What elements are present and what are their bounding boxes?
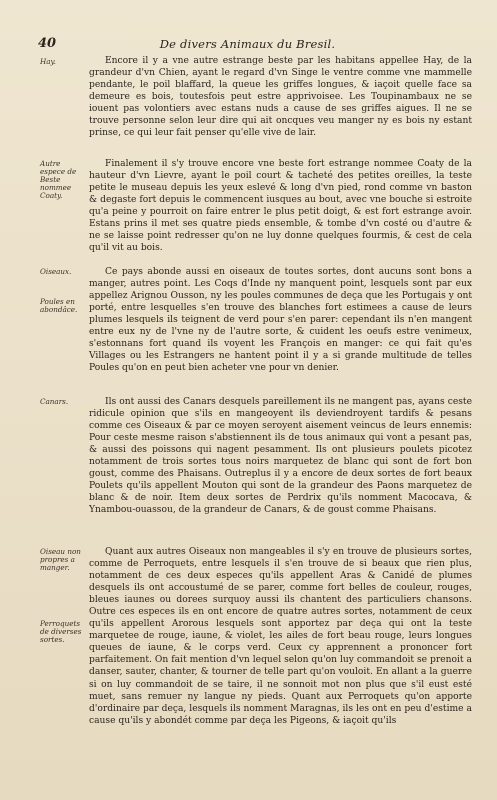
- paragraph-oiseaux-non-mangeables: [89, 546, 472, 727]
- paragraph-text: Ce pays abonde aussi en oiseaux de toutes sortes, dont aucuns sont bons a manger, autres point. Les Coqs d'Inde ny manquent point, lesquels sont par eux appellez Arignou Ousson, ny les poules communes de deça que les Portugais y ont porté, entre lesquelles s'en trouve des blanches fort estimees a cause de leurs plumes lesquels ils teignent de verd pour s'en parer: cependant ils n'en mangent entre eux ny de l'vne ny de l'autre sorte, & cuident les oeufs estre venimeux, s'estonnans fort quand ils voyent les François en manger: ce qui fait qu'es Villages ou les Estrangers ne hantent point il y a si grande multitude de telles Poules qu'on en peut bien acheter vne pour vn denier.: [89, 267, 472, 374]
- paragraph-text: Finalement il s'y trouve encore vne beste fort estrange nommee Coaty de la hauteur d'vn Lievre, ayant le poil court & tacheté des petites oreilles, la teste petite le museau depuis les yeux eslevé & long d'vn pied, rond comme vn baston & degaste fort depuis le commencent iusques au bout, avec vne bouche si estroite qu'a peine y pourroit on faire entrer le plus petit doigt, & est fort estrange avoir. Estans prins il met ses quatre pieds ensemble, & tombe d'vn costé ou d'autre & ne se laisse point redresser qu'on ne luy donne quelques fourmis, & cest de cela qu'il vit au bois.: [89, 159, 472, 254]
- margin-note-perroquets: Perroquets de diverses sortes.: [40, 619, 82, 644]
- page-header: [38, 36, 457, 54]
- margin-note-oiseaux: Oiseaux.: [40, 267, 72, 276]
- margin-note-poules: Poules en abondâce.: [40, 297, 78, 314]
- running-head: De divers Animaux du Bresil.: [159, 37, 336, 51]
- margin-note-hay: Hay.: [40, 57, 56, 66]
- paragraph-coaty: [89, 158, 472, 254]
- paragraph-oiseaux: [89, 266, 472, 374]
- page-number: 40: [38, 36, 57, 51]
- paragraph-text: Quant aux autres Oiseaux non mangeables il s'y en trouve de plusieurs sortes, comme de Perroquets, entre lesquels il s'en trouve de si beaux que rien plus, notamment de ces deux especes qu'ils appellent Aras & Canidé de plumes desquels ils ont accoustumé de se parer, comme fort belles de couleur, rouges, bleues iaunes ou dorees surquoy aussi ils chantent des particuliers chansons. Outre ces especes ils en ont encore de quatre autres sortes, notamment de ceux qu'ils appellent Arorous lesquels sont apportez par deça qui ont la teste marquetee de rouge, iaune, & violet, les ailes de fort beau rouge, leurs longues queues de iaune, & le corps verd. Ceux cy apprennent a prononcer fort parfaitement. On fait mention d'vn lequel selon qu'on luy commandoit se prenoit a danser, sauter, chanter, & tourner de telle part qu'on vouloit. En allant a la guerre si on luy commandoit de se taire, il ne sonnoit mot non plus que s'il eust esté muet, sans remuer ny langue ny pieds. Quant aux Perroquets qu'on apporte d'ordinaire par deça, lesquels ils nomment Maragnas, ils les ont en peu d'estime a cause qu'ils y abondét comme par deça les Pigeons, & iaçoit qu'ils: [89, 547, 472, 726]
- margin-note-coaty: Autre espece de Beste nommee Coaty.: [40, 159, 77, 200]
- paragraph-canars: [89, 396, 472, 516]
- margin-note-canars: Canars.: [40, 397, 69, 406]
- margin-note-oiseau-non-mangeables: Oiseau non propres a manger.: [40, 547, 81, 572]
- paragraph-text: Ils ont aussi des Canars desquels pareillement ils ne mangent pas, ayans ceste ridicule opinion que s'ils en mangeoyent ils deviendroyent tardifs & pesans comme ces Oiseaux & par ce moyen seroyent aisement veincus de leurs ennemis: Pour ceste mesme raison s'abstiennent ils de tous animaux qui vont a pesant pas, & aussi des poissons qui nagent pesamment. Ils ont plusieurs poulets picotez notamment de trois sortes tous noirs marquetez de blanc qui sont de fort bon goust, comme des Phaisans. Outreplus il y a encore de deux sortes de fort beaux Poulets qu'ils appellent Mouton qui sont de la grandeur des Paons marquetez de blanc & de noir. Item deux sortes de Perdrix qu'ils nomment Macocava, & Ynambou-ouassou, de la grandeur de Canars, & de goust comme Phaisans.: [89, 397, 472, 516]
- paragraph-text: Encore il y a vne autre estrange beste par les habitans appellee Hay, de la grandeur d'vn Chien, ayant le regard d'vn Singe le ventre comme vne mammelle pendante, le poil blaffard, la queue les griffes longues, & iaçoit quelle face sa demeure es bois, toutesfois peut estre apprivoisee. Les Toupinambaux ne se iouent pas volontiers avec estans nuds a cause de ses griffes aigues. Il ne se trouve personne selon leur dire qui ait oncques veu manger ny es bois ny estant prinse, ce qui leur fait penser qu'elle vive de lair.: [89, 56, 472, 139]
- paragraph-hay: [89, 55, 472, 139]
